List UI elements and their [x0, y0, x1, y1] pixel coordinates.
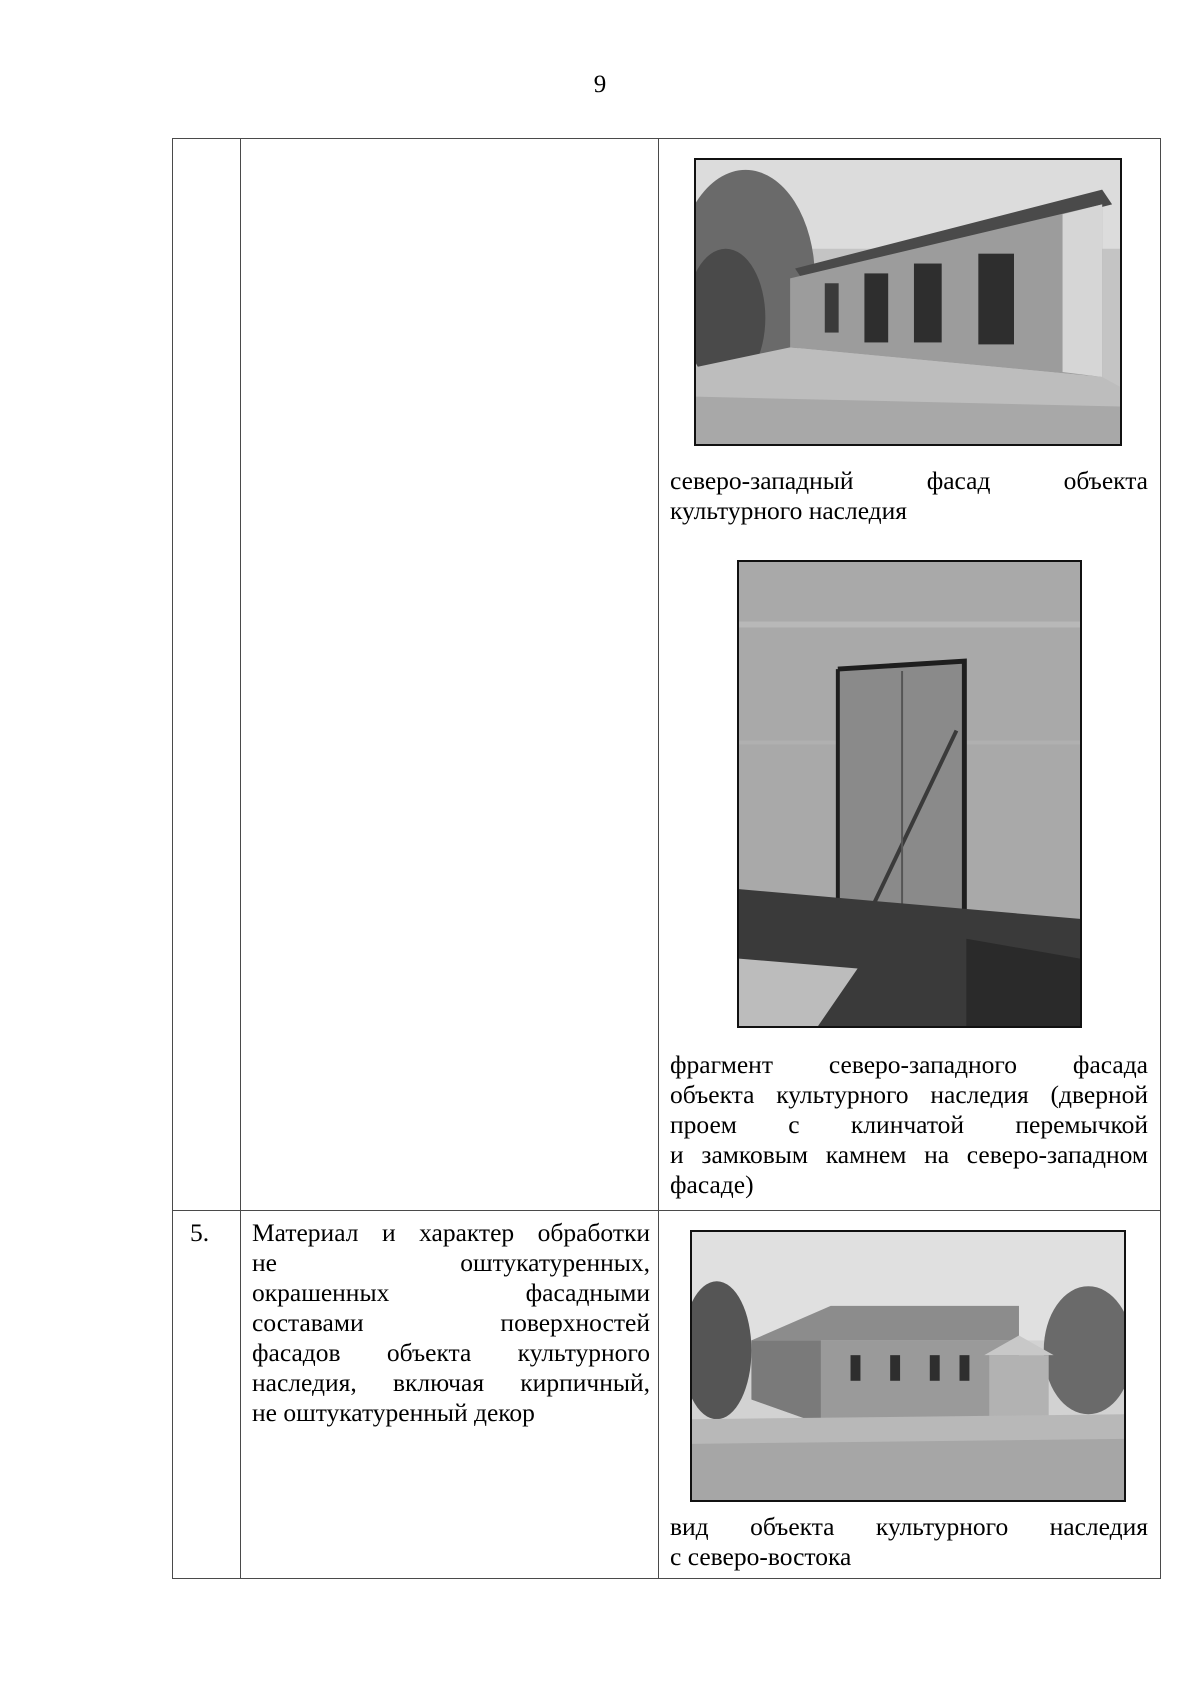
photo-caption: фрагмент северо-западного фасада объекта культурного наследия (дверной проем с клинчатой перемычкой и замковым камнем на северо-западном фасаде) [670, 1050, 1148, 1199]
building-facade-photo [694, 158, 1122, 446]
table-col-divider-1 [240, 138, 241, 1579]
row-number: 5. [190, 1218, 210, 1247]
photo-caption: вид объекта культурного наследия с северо-востока [670, 1512, 1148, 1571]
building-northeast-view-photo [690, 1230, 1126, 1502]
door-fragment-photo [737, 560, 1082, 1028]
table-bottom-border [172, 1578, 1161, 1579]
table-col-divider-2 [658, 138, 659, 1579]
table-right-border [1160, 138, 1161, 1579]
table-top-border [172, 138, 1161, 139]
table-left-border [172, 138, 173, 1579]
row-description: Материал и характер обработки не оштукатуренных, окрашенных фасадными составами поверхностей фасадов объекта культурного наследия, включая кирпичный, не оштукатуренный декор [252, 1218, 650, 1427]
page-number: 9 [593, 71, 607, 98]
photo-caption: северо-западный фасад объекта культурного наследия [670, 466, 1148, 525]
table-row-divider [172, 1210, 1161, 1211]
